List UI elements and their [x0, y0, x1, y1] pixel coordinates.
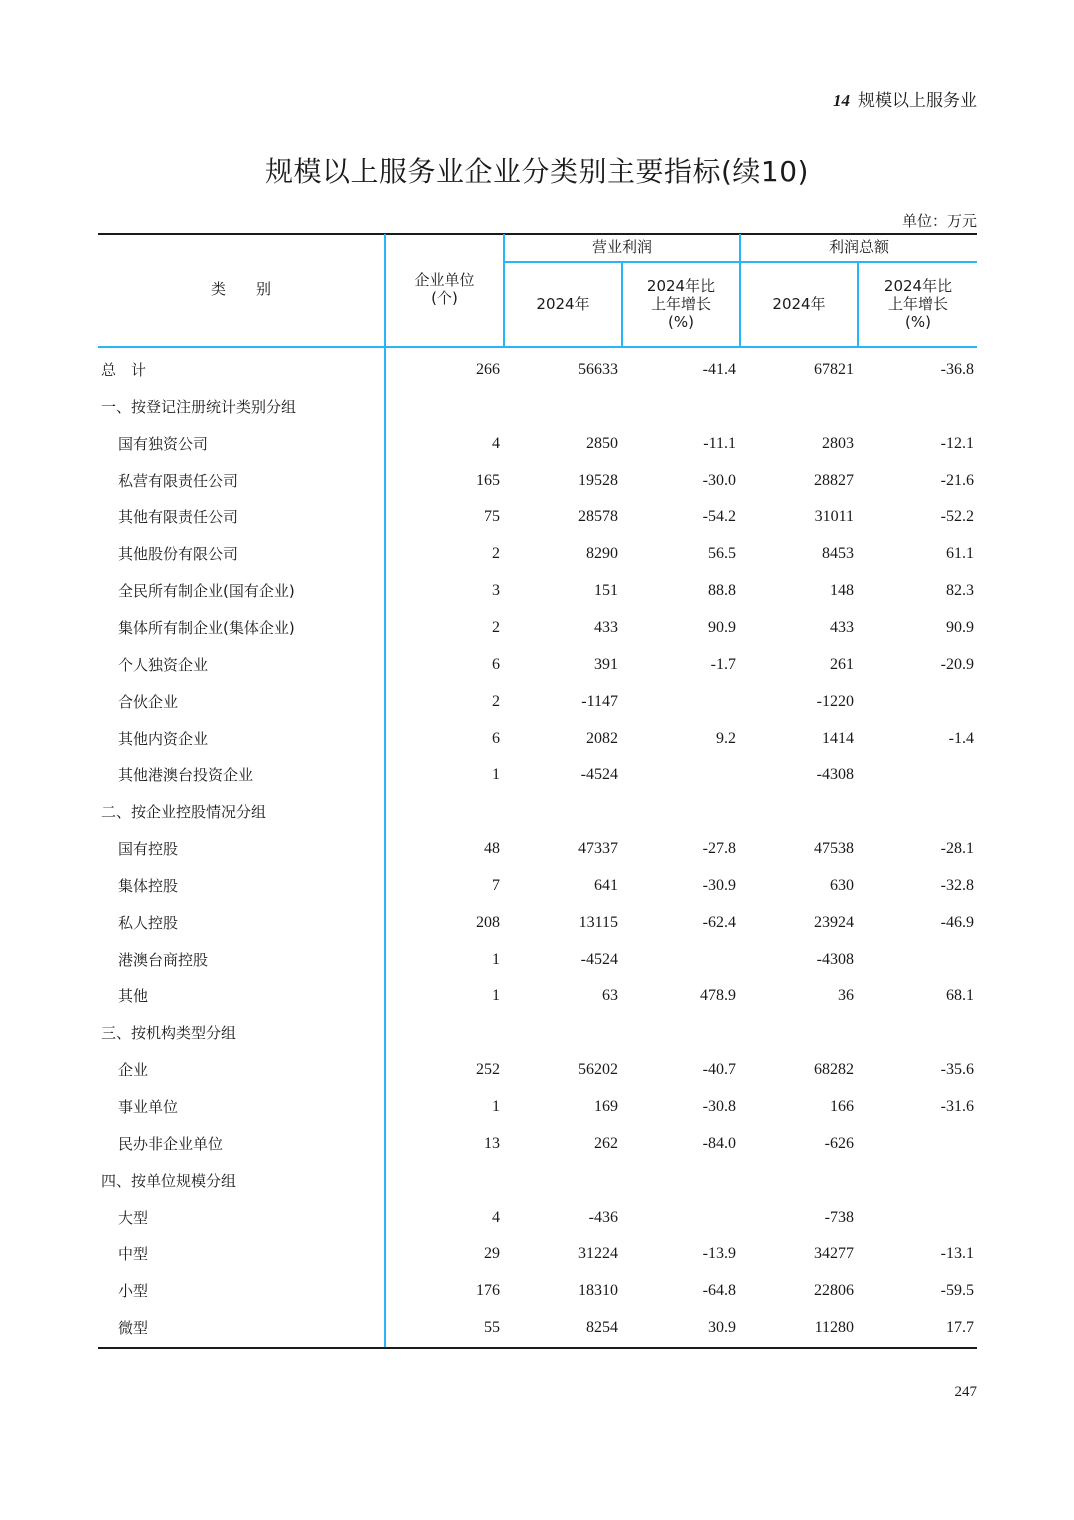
row-label: 全民所有制企业(国有企业): [118, 582, 295, 601]
row-value: 88.8: [708, 582, 736, 600]
row-value: -4524: [580, 766, 618, 784]
row-value: 2850: [586, 434, 618, 452]
row-value: 433: [830, 618, 854, 636]
row-value: 169: [594, 1098, 618, 1115]
row-value: 75: [484, 508, 500, 526]
table-row: [98, 499, 977, 535]
row-value: 19528: [578, 471, 618, 489]
row-value: -27.8: [702, 840, 736, 858]
row-label: 合伙企业: [118, 692, 179, 711]
header-operating-profit: 营业利润: [591, 238, 652, 256]
row-value: 630: [830, 876, 854, 894]
row-label: 集体控股: [118, 876, 179, 895]
table-row: [98, 426, 977, 462]
table-row: [98, 647, 977, 683]
row-value: 22806: [814, 1282, 854, 1300]
running-head: [833, 86, 977, 111]
row-value: -30.9: [702, 876, 736, 894]
row-value: -46.9: [940, 913, 974, 931]
row-label: 二、按企业控股情况分组: [101, 803, 267, 822]
table-row: [98, 573, 977, 609]
header-growth-line3: (%): [905, 313, 931, 331]
header-units: [386, 271, 503, 307]
row-value: 30.9: [708, 1319, 736, 1337]
row-label: 微型: [118, 1319, 149, 1338]
row-value: 6: [492, 655, 500, 673]
row-value: -436: [588, 1208, 618, 1226]
section-name: 规模以上服务业: [858, 91, 977, 111]
row-value: 2082: [586, 729, 618, 747]
table-row: [98, 1163, 977, 1199]
row-label: 国有控股: [118, 840, 179, 859]
header-growth-line2: 上年增长: [650, 295, 711, 313]
row-value: -1220: [816, 692, 854, 710]
row-label: 私营有限责任公司: [118, 471, 239, 490]
row-value: 31224: [578, 1245, 618, 1263]
row-value: 8290: [586, 545, 618, 563]
row-label: 其他内资企业: [118, 729, 209, 748]
header-growth-line2: 上年增长: [887, 295, 948, 313]
row-value: -30.0: [702, 471, 736, 489]
row-value: 56.5: [708, 545, 736, 563]
row-value: 391: [594, 655, 618, 673]
row-value: -738: [824, 1208, 854, 1226]
row-label: 个人独资企业: [118, 655, 209, 674]
row-value: 261: [830, 655, 854, 673]
table-row: [98, 1200, 977, 1236]
row-value: -626: [824, 1134, 854, 1152]
row-value: 68.1: [946, 987, 974, 1005]
row-value: 82.3: [946, 582, 974, 600]
row-value: -52.2: [940, 508, 974, 526]
bottom-rule: [98, 1347, 977, 1349]
row-value: 9.2: [716, 729, 736, 747]
table-row: [98, 684, 977, 720]
row-value: 3: [492, 582, 500, 600]
row-value: -40.7: [702, 1061, 736, 1079]
row-value: 4: [492, 434, 500, 452]
table-row: [98, 831, 977, 867]
row-value: 56633: [578, 361, 618, 378]
row-value: -4524: [580, 950, 618, 968]
row-value: 2: [492, 618, 500, 636]
row-label: 国有独资公司: [118, 434, 209, 453]
row-value: 18310: [578, 1282, 618, 1300]
header-op-growth: [623, 277, 739, 331]
row-value: 7: [492, 876, 500, 894]
table-row: [98, 757, 977, 793]
row-label: 其他港澳台投资企业: [118, 766, 254, 785]
row-value: 17.7: [946, 1319, 974, 1337]
row-value: 1: [492, 987, 500, 1005]
row-value: 8453: [822, 545, 854, 563]
row-label: 企业: [118, 1061, 149, 1080]
row-value: -21.6: [940, 471, 974, 489]
row-label: 私人控股: [118, 913, 179, 932]
row-label: 事业单位: [118, 1098, 179, 1116]
row-value: 176: [476, 1282, 500, 1300]
row-label: 三、按机构类型分组: [101, 1024, 237, 1043]
row-value: 13115: [578, 913, 618, 931]
row-value: 68282: [814, 1061, 854, 1079]
header-units-line1: 企业单位: [414, 271, 475, 289]
row-value: 252: [476, 1061, 500, 1079]
table-row: [98, 463, 977, 499]
table-row: [98, 352, 977, 388]
row-value: 11280: [814, 1319, 854, 1337]
top-rule: [98, 233, 977, 235]
table-row: [98, 978, 977, 1014]
row-value: 1: [492, 766, 500, 784]
row-value: 641: [594, 876, 618, 894]
row-value: 63: [602, 987, 618, 1005]
row-value: 1: [492, 950, 500, 968]
row-value: -13.9: [702, 1245, 736, 1263]
table-row: [98, 1310, 977, 1346]
row-value: 165: [476, 471, 500, 489]
row-value: 48: [484, 840, 500, 858]
row-value: -1.7: [710, 655, 736, 673]
row-label: 中型: [118, 1245, 149, 1264]
row-label: 港澳台商控股: [118, 950, 209, 969]
header-total-profit: 利润总额: [828, 238, 889, 256]
row-value: -54.2: [702, 508, 736, 526]
table-row: [98, 1126, 977, 1162]
header-bottom-rule: [98, 346, 977, 348]
row-value: 208: [476, 913, 500, 931]
page-number: 247: [954, 1384, 977, 1400]
row-value: -28.1: [940, 840, 974, 858]
table-row: [98, 1052, 977, 1088]
row-value: 28827: [814, 471, 854, 489]
row-value: 151: [594, 582, 618, 600]
row-value: 34277: [814, 1245, 854, 1263]
header-growth-line1: 2024年比: [646, 277, 716, 295]
row-value: 6: [492, 729, 500, 747]
row-label: 其他股份有限公司: [118, 545, 239, 564]
row-value: 166: [830, 1098, 854, 1115]
table-row: [98, 1236, 977, 1272]
row-value: 90.9: [946, 618, 974, 636]
row-value: 2: [492, 692, 500, 710]
row-label: 小型: [118, 1282, 149, 1301]
row-value: 90.9: [708, 618, 736, 636]
row-label: 其他有限责任公司: [118, 508, 239, 527]
row-value: 1414: [822, 729, 854, 747]
header-growth-line1: 2024年比: [883, 277, 953, 295]
row-value: -4308: [816, 950, 854, 968]
unit-note: 单位：万元: [901, 212, 977, 230]
row-value: -1.4: [948, 729, 974, 747]
row-label: 大型: [118, 1208, 149, 1227]
row-value: 36: [838, 987, 854, 1005]
row-value: 148: [830, 582, 854, 600]
table-row: [98, 610, 977, 646]
row-value: -84.0: [702, 1134, 736, 1152]
row-value: -64.8: [702, 1282, 736, 1300]
row-value: -20.9: [940, 655, 974, 673]
table-row: [98, 1015, 977, 1051]
row-value: 61.1: [946, 545, 974, 563]
table-row: [98, 1089, 977, 1125]
header-growth-line3: (%): [668, 313, 694, 331]
row-value: 1: [492, 1098, 500, 1115]
row-value: 55: [484, 1319, 500, 1337]
row-value: -62.4: [702, 913, 736, 931]
row-value: -32.8: [940, 876, 974, 894]
row-value: 433: [594, 618, 618, 636]
group-underline: [505, 261, 977, 263]
header-category: 类 别: [210, 280, 271, 298]
row-label: 集体所有制企业(集体企业): [118, 618, 295, 637]
table-row: [98, 794, 977, 830]
chapter-number: 14: [833, 91, 850, 110]
page-title: 规模以上服务业企业分类别主要指标(续10): [265, 155, 809, 188]
row-value: -11.1: [703, 434, 736, 452]
row-label: 一、按登记注册统计类别分组: [101, 397, 297, 416]
header-tp-growth: [859, 277, 977, 331]
row-value: 478.9: [700, 987, 736, 1005]
table-row: [98, 905, 977, 941]
row-value: -1147: [581, 692, 618, 710]
table-row: [98, 721, 977, 757]
header-units-line2: (个): [431, 289, 458, 307]
row-value: -13.1: [940, 1245, 974, 1263]
row-value: 2: [492, 545, 500, 563]
row-value: 8254: [586, 1319, 618, 1337]
table-row: [98, 942, 977, 978]
row-value: -59.5: [940, 1282, 974, 1300]
header-tp-year: 2024年: [772, 295, 826, 313]
row-value: 2803: [822, 434, 854, 452]
row-value: 266: [476, 361, 500, 378]
row-value: 4: [492, 1208, 500, 1226]
table-row: [98, 389, 977, 425]
row-value: -12.1: [940, 434, 974, 452]
row-value: 29: [484, 1245, 500, 1263]
row-value: 23924: [814, 913, 854, 931]
row-label: 民办非企业单位: [118, 1134, 224, 1153]
row-value: 47337: [578, 840, 618, 858]
row-value: -4308: [816, 766, 854, 784]
table-row: [98, 1273, 977, 1309]
row-value: 13: [484, 1134, 500, 1152]
row-value: 56202: [578, 1061, 618, 1079]
table-row: [98, 868, 977, 904]
row-label: 总 计: [101, 361, 147, 379]
row-value: -35.6: [940, 1061, 974, 1079]
row-label: 其他: [118, 987, 149, 1006]
row-value: 31011: [814, 508, 854, 526]
row-value: 67821: [814, 361, 854, 378]
row-value: 47538: [814, 840, 854, 858]
table-row: [98, 536, 977, 572]
row-value: -31.6: [940, 1098, 974, 1115]
header-op-year: 2024年: [536, 295, 590, 313]
row-value: -30.8: [702, 1098, 736, 1115]
row-value: -41.4: [702, 361, 736, 378]
row-value: -36.8: [940, 361, 974, 378]
row-label: 四、按单位规模分组: [101, 1171, 237, 1190]
row-value: 28578: [578, 508, 618, 526]
row-value: 262: [594, 1134, 618, 1152]
